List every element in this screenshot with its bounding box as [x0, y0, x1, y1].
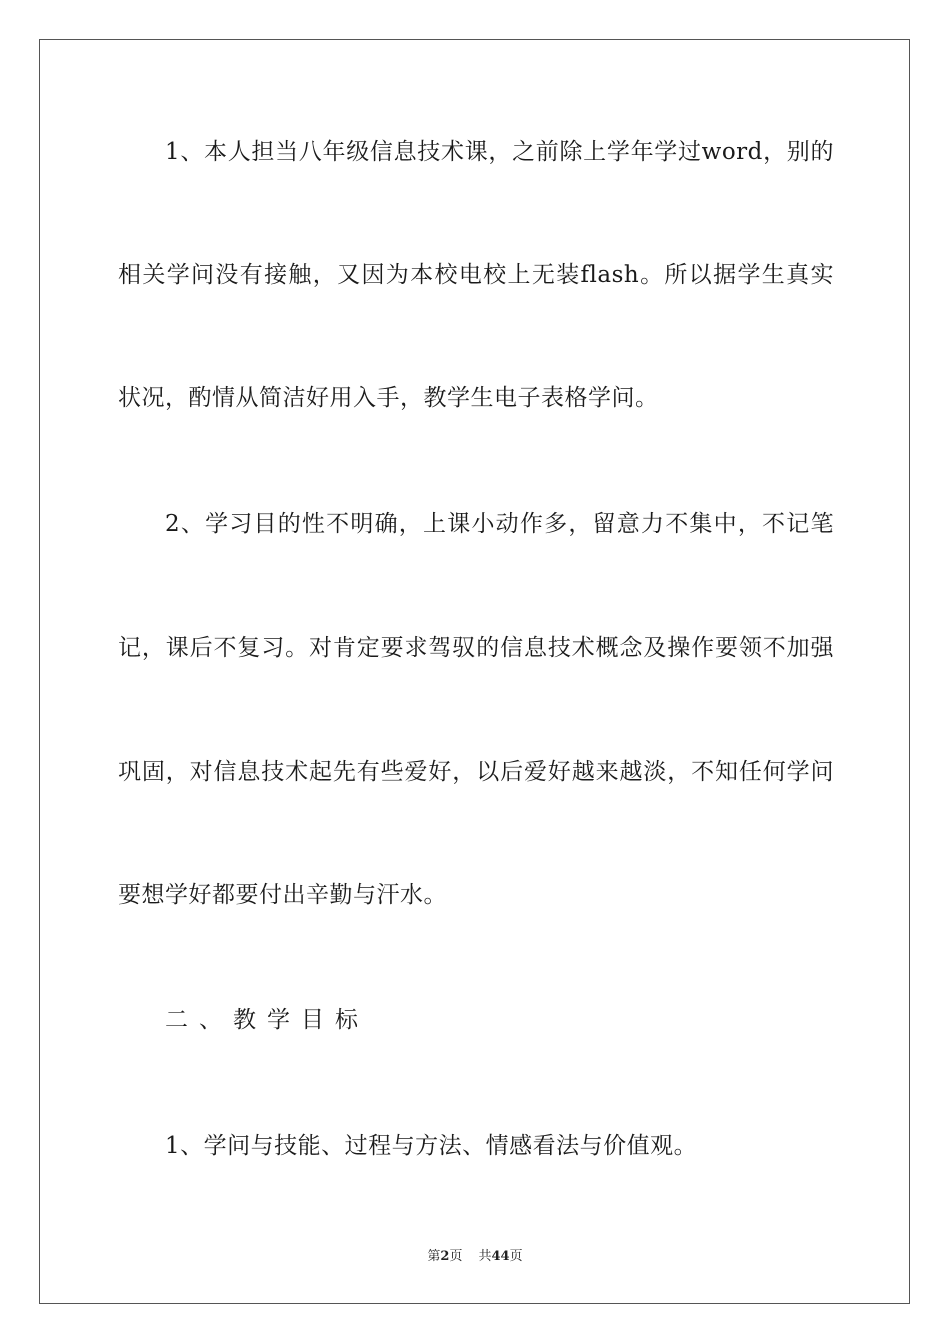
paragraph-line-6: 巩固，对信息技术起先有些爱好，以后爱好越来越淡，不知任何学问	[118, 759, 834, 785]
paragraph-line-7: 要想学好都要付出辛勤与汗水。	[118, 882, 447, 908]
paragraph-line-2: 相关学问没有接触，又因为本校电校上无装flash。所以据学生真实	[118, 262, 834, 288]
footer-total-suffix: 页	[509, 1249, 523, 1264]
footer-total-number: 44	[491, 1249, 510, 1264]
footer-page-suffix: 页	[449, 1249, 463, 1264]
page-frame	[39, 39, 910, 1304]
paragraph-line-1: 1、本人担当八年级信息技术课，之前除上学年学过word，别的	[165, 139, 834, 165]
paragraph-line-5: 记，课后不复习。对肯定要求驾驭的信息技术概念及操作要领不加强	[118, 635, 834, 661]
page-footer	[0, 1248, 950, 1266]
section-heading: 二、教学目标	[165, 1007, 369, 1033]
paragraph-line-3: 状况，酌情从简洁好用入手，教学生电子表格学问。	[118, 385, 659, 411]
footer-page-number: 2	[440, 1249, 450, 1264]
paragraph-line-8: 1、学问与技能、过程与方法、情感看法与价值观。	[165, 1133, 698, 1159]
footer-page-prefix: 第	[427, 1249, 441, 1264]
paragraph-line-4: 2、学习目的性不明确，上课小动作多，留意力不集中，不记笔	[165, 511, 834, 537]
footer-total-prefix: 共	[478, 1249, 492, 1264]
